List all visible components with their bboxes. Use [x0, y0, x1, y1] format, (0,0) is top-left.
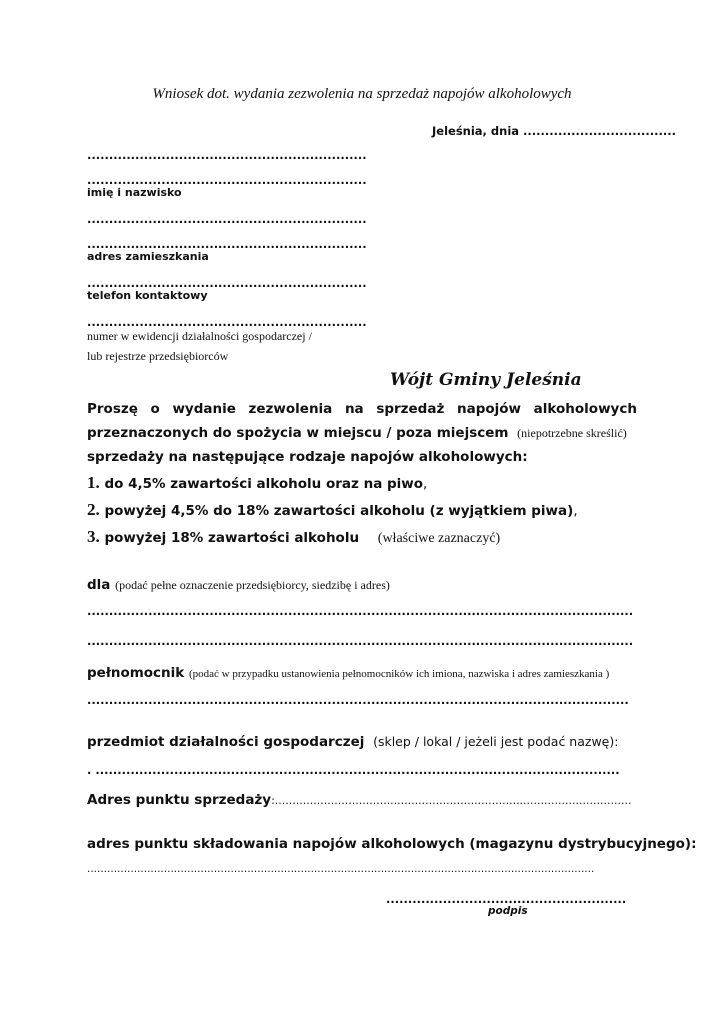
option-text: do 4,5% zawartości alkoholu oraz na piwo: [104, 476, 424, 492]
sales-point-row[interactable]: [87, 792, 631, 808]
address-label: adres zamieszkania: [87, 250, 209, 263]
option-suffix: ,: [573, 503, 578, 519]
signature-line[interactable]: .......................................................: [386, 892, 627, 906]
option-3[interactable]: [87, 527, 500, 547]
applicant-line-4[interactable]: ................................................................: [87, 237, 367, 251]
option-text: powyżej 18% zawartości alkoholu: [104, 530, 360, 546]
choose-note: (właściwe zaznaczyć): [377, 531, 501, 546]
option-suffix: ,: [423, 476, 428, 492]
registry-label-2: lub rejestrze przedsiębiorców: [87, 349, 229, 363]
signature-label: podpis: [488, 905, 528, 917]
request-word: na: [344, 401, 364, 417]
registry-label-1: numer w ewidencji działalności gospodarczej /: [87, 329, 312, 343]
proxy-label: pełnomocnik: [87, 665, 185, 681]
proxy-note: (podać w przypadku ustanowienia pełnomocników ich imiona, nazwiska i adres zamieszkania ): [188, 668, 610, 680]
sales-point-label: Adres punktu sprzedaży: [87, 792, 272, 808]
for-note: (podać pełne oznaczenie przedsiębiorcy, siedzibę i adres): [115, 578, 390, 592]
for-line-1[interactable]: .............................................................................................................................: [87, 604, 634, 618]
applicant-line-3[interactable]: ................................................................: [87, 212, 367, 226]
request-line-3: sprzedaży na następujące rodzaje napojów alkoholowych:: [87, 449, 528, 465]
business-label: przedmiot działalności gospodarczej: [87, 734, 365, 750]
strike-note: (niepotrzebne skreślić): [517, 426, 627, 440]
applicant-line-6[interactable]: ................................................................: [87, 315, 367, 329]
request-word: o: [150, 401, 160, 417]
request-word: alkoholowych: [533, 401, 637, 417]
applicant-line-1[interactable]: ................................................................: [87, 148, 367, 162]
request-line-2: [87, 425, 627, 441]
request-word: napojów: [456, 401, 522, 417]
proxy-line[interactable]: ............................................................................................................................: [87, 693, 629, 707]
name-label: imię i nazwisko: [87, 186, 182, 199]
for-row: [87, 577, 390, 593]
request-line-1: [87, 401, 637, 417]
consumption-place-text: przeznaczonych do spożycia w miejscu / poza miejscem: [87, 425, 509, 441]
business-line[interactable]: . ........................................................................................................................: [87, 763, 620, 777]
proxy-row: [87, 665, 609, 681]
for-line-2[interactable]: .............................................................................................................................: [87, 634, 634, 648]
option-1[interactable]: [87, 473, 427, 493]
for-label: dla: [87, 577, 111, 593]
sales-point-dots: :......................................................................................................: [271, 794, 632, 807]
recipient-heading: Wójt Gminy Jeleśnia: [390, 370, 582, 390]
option-text: powyżej 4,5% do 18% zawartości alkoholu (z wyjątkiem piwa): [104, 503, 574, 519]
business-note: (sklep / lokal / jeżeli jest podać nazwę):: [373, 734, 619, 749]
option-number: 2.: [87, 500, 100, 519]
option-number: 3.: [87, 527, 100, 546]
request-word: wydanie: [172, 401, 236, 417]
applicant-line-5[interactable]: ................................................................: [87, 276, 367, 290]
request-word: zezwolenia: [248, 401, 333, 417]
place-date-field[interactable]: Jeleśnia, dnia ...................................: [432, 124, 676, 138]
storage-label: adres punktu składowania napojów alkoholowych (magazynu dystrybucyjnego):: [87, 836, 697, 852]
phone-label: telefon kontaktowy: [87, 289, 208, 302]
document-title: Wniosek dot. wydania zezwolenia na sprzedaż napojów alkoholowych: [152, 86, 572, 102]
applicant-line-2[interactable]: ................................................................: [87, 173, 367, 187]
storage-line[interactable]: ........................................................................................................................................................: [87, 863, 595, 875]
option-2[interactable]: [87, 500, 578, 520]
request-word: Proszę: [87, 401, 138, 417]
business-row: [87, 734, 618, 750]
request-word: sprzedaż: [376, 401, 445, 417]
option-number: 1.: [87, 473, 100, 492]
